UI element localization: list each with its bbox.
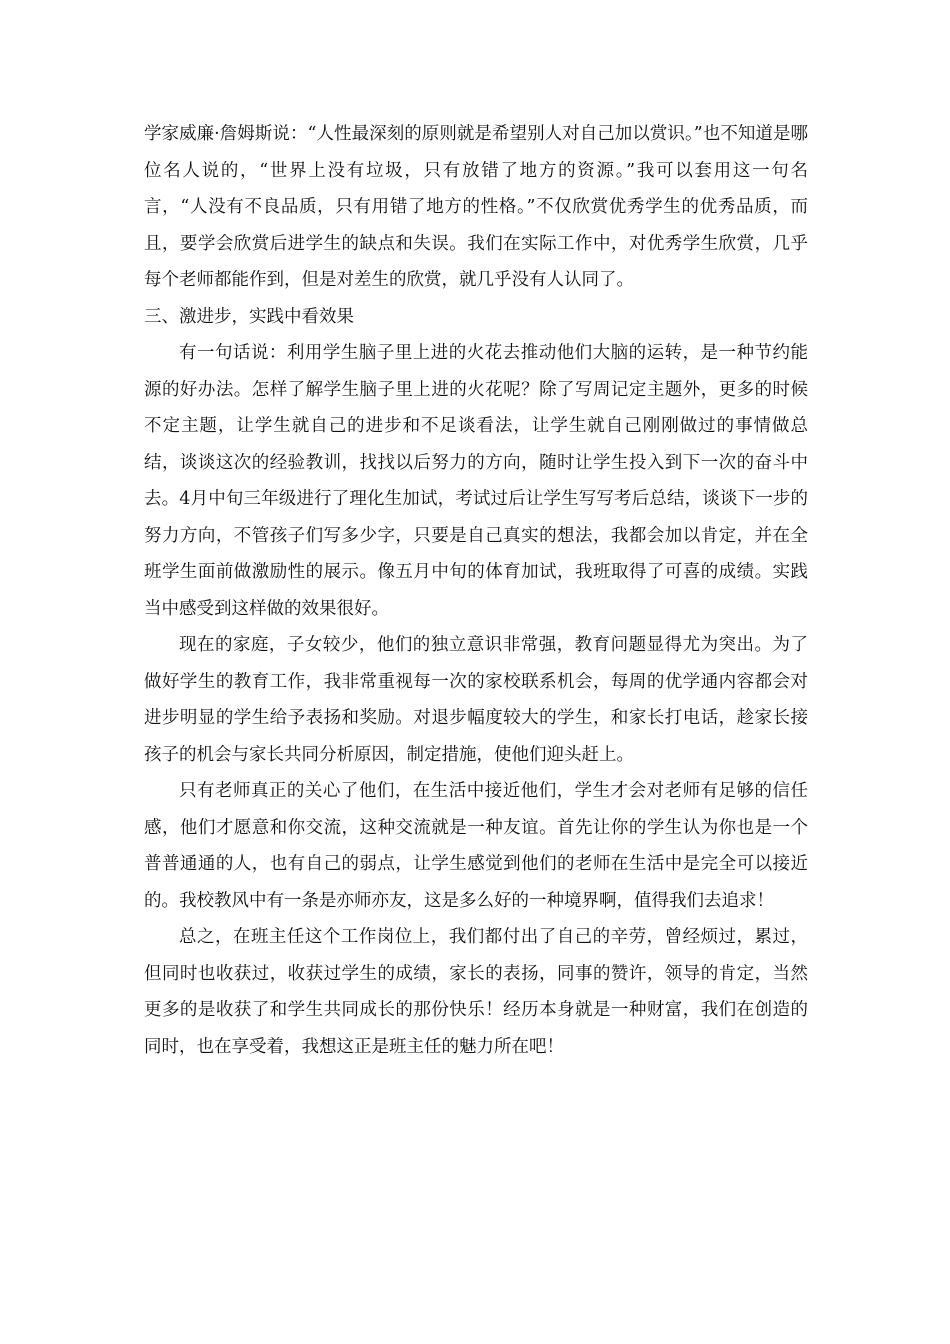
paragraph-continuation: 学家威廉·詹姆斯说：“人性最深刻的原则就是希望别人对自己加以赏识。”也不知道是哪位名人说的，“世界上没有垃圾，只有放错了地方的资源。”我可以套用这一句名言，“人没有不良品质，只有用错了地方的性格。”不仅欣赏优秀学生的优秀品质，而且，要学会欣赏后进学生的缺点和失误。我们在实际工作中，对优秀学生欣赏，几乎每个老师都能作到，但是对差生的欣赏，就几乎没有人认同了。 [144,124,808,290]
section-heading: 三、激进步，实践中看效果 [144,306,354,327]
paragraph: 只有老师真正的关心了他们，在生活中接近他们，学生才会对老师有足够的信任感，他们才愿意和你交流，这种交流就是一种友谊。首先让你的学生认为你也是一个普普通通的人，也有自己的弱点，让学生感觉到他们的老师在生活中是完全可以接近的。我校教风中有一条是亦师亦友，这是多么好的一种境界啊，值得我们去追求！ [144,781,808,911]
paragraph: 有一句话说：利用学生脑子里上进的火花去推动他们大脑的运转，是一种节约能源的好办法。怎样了解学生脑子里上进的火花呢？除了写周记定主题外，更多的时候不定主题，让学生就自己的进步和不足谈看法，让学生就自己刚刚做过的事情做总结，谈谈这次的经验教训，找找以后努力的方向，随时让学生投入到下一次的奋斗中去。4月中旬三年级进行了理化生加试，考试过后让学生写写考后总结，谈谈下一步的努力方向，不管孩子们写多少字，只要是自己真实的想法，我都会加以肯定，并在全班学生面前做激励性的展示。像五月中旬的体育加试，我班取得了可喜的成绩。实践当中感受到这样做的效果很好。 [144,343,808,619]
document-body [144,116,808,1065]
paragraph: 现在的家庭，子女较少，他们的独立意识非常强，教育问题显得尤为突出。为了做好学生的教育工作，我非常重视每一次的家校联系机会，每周的优学通内容都会对进步明显的学生给予表扬和奖励。对退步幅度较大的学生，和家长打电话，趁家长接孩子的机会与家长共同分析原因，制定措施，使他们迎头赶上。 [144,635,808,765]
paragraph: 总之，在班主任这个工作岗位上，我们都付出了自己的辛劳，曾经烦过，累过，但同时也收获过，收获过学生的成绩，家长的表扬，同事的赞许，领导的肯定，当然更多的是收获了和学生共同成长的那份快乐！经历本身就是一种财富，我们在创造的同时，也在享受着，我想这正是班主任的魅力所在吧！ [144,927,808,1057]
